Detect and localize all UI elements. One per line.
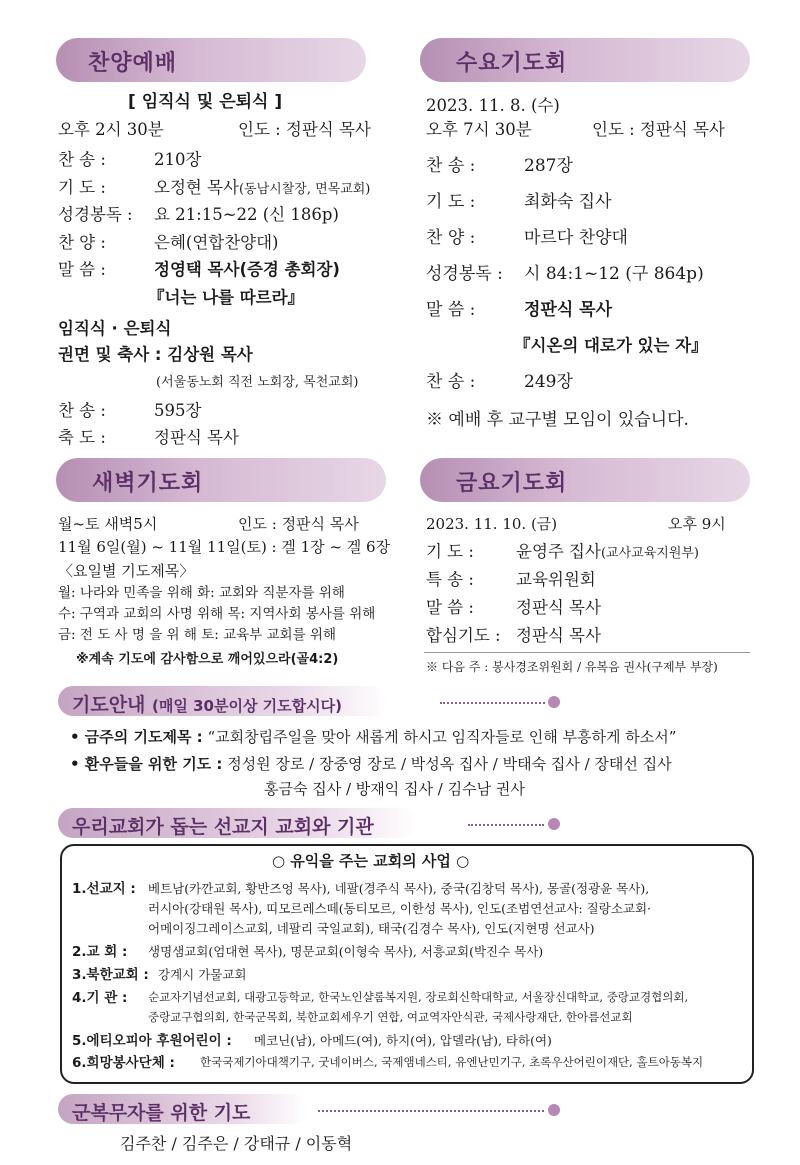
mission-line-4a: 순교자기념선교회, 대광고등학교, 한국노인샬롬복지원, 장로회신학대학교, 서울장신대학교, 중랑교경협의회, <box>148 990 689 1004</box>
wednesday-title: 수요기도회 <box>456 51 568 76</box>
prayer-guide-dots <box>440 702 545 704</box>
friday-divider <box>424 652 750 653</box>
friday-date: 2023. 11. 10. (금) <box>426 515 558 533</box>
military-title: 군복무자를 위한 기도 <box>72 1102 251 1124</box>
wednesday-hymn: 찬 송 : 287장 <box>426 156 573 176</box>
sunday-sermon: 말 씀 : 정영택 목사(증경 총회장) <box>58 260 340 279</box>
friday-sermon: 말 씀 : 정판식 목사 <box>426 598 601 617</box>
dawn-topic-1: 월: 나라와 민족을 위해 화: 교회와 직분자를 위해 <box>58 585 345 601</box>
dawn-leader: 인도 : 정판식 목사 <box>238 515 359 533</box>
sunday-title: 찬양예배 <box>88 51 178 76</box>
mission-label-5: 5.에티오피아 후원어린이 : <box>72 1033 232 1049</box>
wednesday-reading: 성경봉독 : 시 84:1~12 (구 864p) <box>426 264 704 284</box>
sick-prayer-line2: 홍금숙 집사 / 방재익 집사 / 김수남 권사 <box>264 780 525 798</box>
dawn-title: 새벽기도회 <box>92 471 204 496</box>
dawn-topic-2: 수: 구역과 교회의 사명 위해 목: 지역사회 봉사를 위해 <box>58 606 376 622</box>
sunday-hymn: 찬 송 : 210장 <box>58 150 202 169</box>
mission-label-2: 2.교 회 : <box>72 944 128 960</box>
mission-line-1b: 러시아(강태원 목사), 띠모르레스떼(동티모르, 이한성 목사), 인도(조범연선교사: 질랑소교회· <box>148 901 652 916</box>
mission-line-1a: 베트남(카깐교회, 황반즈엉 목사), 네팔(경주식 목사), 중국(김창덕 목사), 몽골(정광윤 목사), <box>148 881 650 896</box>
mission-label-4: 4.기 관 : <box>72 990 128 1006</box>
sunday-choir: 찬 양 : 은혜(연합찬양대) <box>58 233 279 252</box>
missions-title: 우리교회가 돕는 선교지 교회와 기관 <box>72 816 374 838</box>
mission-line-6: 한국국제기아대책기구, 굿네이버스, 국제앰네스티, 유엔난민기구, 초록우산어린이재단, 홀트아동복지 <box>200 1055 704 1069</box>
friday-unison: 합심기도 : 정판식 목사 <box>426 626 601 645</box>
sunday-bless: 축 도 : 정판식 목사 <box>58 428 239 447</box>
wednesday-time: 오후 7시 30분 <box>426 120 532 139</box>
friday-prayer: 기 도 : 윤영주 집사(교사교육지원부) <box>426 542 700 561</box>
sunday-ceremony: 임직식 · 은퇴식 <box>58 319 172 338</box>
mission-line-1c: 어메이징그레이스교회, 네팔리 국일교회), 태국(김경수 목사), 인도(지현명 선교사) <box>148 921 595 936</box>
friday-time: 오후 9시 <box>668 515 726 533</box>
wednesday-hymn2: 찬 송 : 249장 <box>426 372 573 392</box>
dawn-topics-title: 〈요일별 기도제목〉 <box>58 562 195 580</box>
prayer-guide-dot <box>548 696 560 708</box>
wednesday-sermon: 말 씀 : 정판식 목사 <box>426 300 613 320</box>
wednesday-choir: 찬 양 : 마르다 찬양대 <box>426 228 628 248</box>
sunday-reading: 성경봉독 : 요 21:15~22 (신 186p) <box>58 205 339 224</box>
mission-line-5: 메코닌(남), 아메드(여), 하지(여), 압델라(남), 타하(여) <box>254 1033 552 1048</box>
sunday-prayer: 기 도 : 오정현 목사(동남시찰장, 면목교회) <box>58 178 371 197</box>
missions-dot <box>548 818 560 830</box>
sick-prayer: • 환우들을 위한 기도 : 정성원 장로 / 장중영 장로 / 박성옥 집사 / 박태숙 집사 / 장태선 집사 <box>70 755 672 773</box>
wednesday-leader: 인도 : 정판식 목사 <box>592 120 725 139</box>
mission-label-6: 6.희망봉사단체 : <box>72 1055 175 1071</box>
sunday-sermon-title: 『너는 나를 따르라』 <box>148 288 305 307</box>
sunday-exhort-note: (서울동노회 직전 노회장, 목천교회) <box>156 375 359 390</box>
sunday-exhort: 권면 및 축사 : 김상원 목사 <box>58 345 253 364</box>
dawn-line2: 11월 6일(월) ~ 11월 11일(토) : 겔 1장 ~ 겔 6장 <box>58 538 391 556</box>
friday-next: ※ 다음 주 : 봉사경조위원회 / 유복음 권사(구제부 부장) <box>426 660 718 674</box>
wednesday-note: ※ 예배 후 교구별 모임이 있습니다. <box>426 410 689 430</box>
sunday-leader: 인도 : 정판식 목사 <box>238 120 371 139</box>
dawn-line1: 월~토 새벽5시 <box>58 515 158 533</box>
mission-line-3: 강계시 가물교회 <box>158 967 247 982</box>
mission-label-1: 1.선교지 : <box>72 881 136 897</box>
sunday-subtitle: [ 임직식 및 은퇴식 ] <box>128 92 283 112</box>
military-dot <box>548 1104 560 1116</box>
military-names: 김주찬 / 김주은 / 강태규 / 이동혁 <box>120 1134 353 1153</box>
prayer-guide-title: 기도안내 (매일 30분이상 기도합시다) <box>72 694 342 716</box>
sunday-time: 오후 2시 30분 <box>58 120 164 139</box>
mission-line-2: 생명샘교회(엄대현 목사), 명문교회(이형숙 목사), 서흥교회(박진수 목사) <box>148 944 544 959</box>
mission-line-4b: 중랑교구협의회, 한국군목회, 북한교회세우기 연합, 여교역자안식관, 국제사랑재단, 한아름선교회 <box>148 1010 633 1024</box>
wednesday-date: 2023. 11. 8. (수) <box>426 96 560 115</box>
dawn-verse: ※계속 기도에 감사함으로 깨어있으라(골4:2) <box>76 652 339 667</box>
missions-dots <box>468 824 544 826</box>
wednesday-sermon-title: 『시온의 대로가 있는 자』 <box>514 336 708 355</box>
missions-box-title: ○ 유익을 주는 교회의 사업 ○ <box>272 852 470 870</box>
wednesday-prayer: 기 도 : 최화숙 집사 <box>426 192 612 212</box>
mission-label-3: 3.북한교회 : <box>72 967 149 983</box>
dawn-topic-3: 금: 전 도 사 명 을 위 해 토: 교육부 교회를 위해 <box>58 627 336 643</box>
military-dots <box>318 1110 544 1112</box>
sunday-hymn2: 찬 송 : 595장 <box>58 401 202 420</box>
friday-special: 특 송 : 교육위원회 <box>426 570 596 589</box>
weekly-prayer: • 금주의 기도제목 : “교회창립주일을 맞아 새롭게 하시고 임직자들로 인해 부흥하게 하소서” <box>70 728 677 746</box>
friday-title: 금요기도회 <box>456 471 568 496</box>
